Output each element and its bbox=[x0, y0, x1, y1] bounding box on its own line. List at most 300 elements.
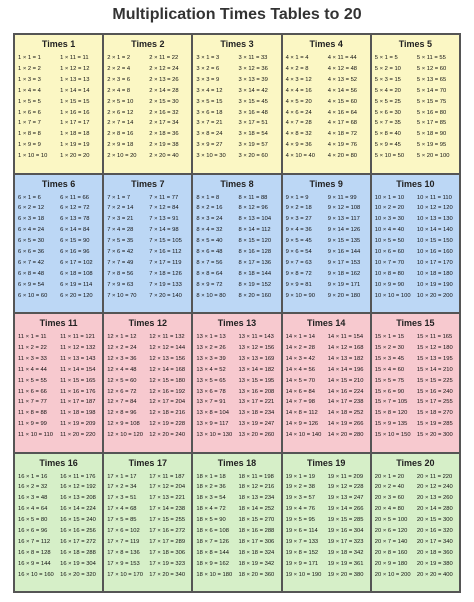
equation-line: 6 × 5 = 30 bbox=[18, 238, 45, 245]
equation-line: 2 × 15 = 30 bbox=[149, 98, 179, 105]
equation-line: 19 × 16 = 304 bbox=[327, 528, 364, 535]
table-title: Times 1 bbox=[41, 39, 76, 49]
equation-line: 15 × 19 = 285 bbox=[416, 421, 453, 428]
equation-line: 4 × 6 = 24 bbox=[285, 109, 312, 116]
equation-line: 14 × 12 = 168 bbox=[327, 344, 364, 351]
equation-line: 13 × 16 = 208 bbox=[238, 388, 275, 395]
equation-line: 8 × 17 = 136 bbox=[238, 259, 272, 266]
equation-line: 17 × 2 = 34 bbox=[107, 484, 137, 491]
equation-line: 17 × 4 = 68 bbox=[107, 506, 137, 513]
left-column bbox=[107, 193, 146, 302]
equation-line: 13 × 2 = 26 bbox=[196, 344, 226, 351]
table-title: Times 6 bbox=[41, 178, 76, 189]
equation-line: 13 × 10 = 130 bbox=[196, 432, 233, 439]
equation-line: 16 × 15 = 240 bbox=[60, 517, 96, 524]
table-title: Times 20 bbox=[396, 457, 435, 468]
equation-line: 3 × 18 = 54 bbox=[238, 131, 268, 138]
equation-line: 2 × 14 = 28 bbox=[149, 87, 179, 94]
equation-line: 10 × 8 = 80 bbox=[374, 270, 405, 277]
equation-line: 16 × 2 = 32 bbox=[18, 484, 48, 491]
left-column bbox=[107, 472, 146, 581]
equation-line: 16 × 9 = 144 bbox=[18, 560, 51, 567]
equation-line: 6 × 19 = 114 bbox=[60, 281, 93, 288]
times-table-14 bbox=[282, 313, 371, 453]
left-column bbox=[196, 472, 235, 581]
equation-line: 11 × 11 = 121 bbox=[60, 334, 96, 340]
equation-line: 3 × 8 = 24 bbox=[196, 131, 223, 138]
equation-line: 18 × 20 = 360 bbox=[238, 571, 275, 578]
page-title: Multiplication Times Tables to 20 bbox=[112, 6, 362, 23]
equation-line: 19 × 10 = 190 bbox=[285, 571, 322, 578]
equation-line: 18 × 18 = 324 bbox=[238, 549, 275, 556]
equation-line: 3 × 15 = 45 bbox=[238, 98, 268, 105]
equation-line: 19 × 2 = 38 bbox=[285, 484, 315, 491]
equation-line: 5 × 5 = 25 bbox=[374, 98, 401, 105]
right-column bbox=[149, 193, 188, 302]
equation-line: 8 × 6 = 48 bbox=[196, 249, 223, 256]
times-table-15 bbox=[371, 313, 460, 453]
equation-line: 17 × 17 = 289 bbox=[149, 538, 186, 545]
equation-line: 4 × 4 = 16 bbox=[285, 87, 312, 94]
right-column bbox=[60, 193, 99, 302]
equation-line: 7 × 16 = 112 bbox=[149, 249, 182, 256]
equation-line: 19 × 1 = 19 bbox=[285, 473, 315, 480]
equation-line: 15 × 17 = 255 bbox=[416, 399, 453, 406]
equation-line: 18 × 14 = 252 bbox=[238, 506, 275, 513]
equation-line: 20 × 6 = 120 bbox=[374, 528, 408, 535]
equation-line: 11 × 5 = 55 bbox=[18, 377, 47, 384]
equation-line: 19 × 7 = 133 bbox=[285, 538, 319, 545]
equation-line: 9 × 6 = 54 bbox=[285, 249, 312, 256]
equation-line: 1 × 6 = 6 bbox=[18, 109, 41, 116]
equation-line: 14 × 20 = 280 bbox=[327, 432, 364, 439]
equation-line: 15 × 15 = 225 bbox=[416, 377, 453, 384]
equation-line: 19 × 15 = 285 bbox=[327, 517, 364, 524]
equation-line: 3 × 17 = 51 bbox=[238, 120, 268, 127]
left-column bbox=[18, 193, 57, 302]
equation-line: 10 × 7 = 70 bbox=[374, 259, 405, 266]
equation-line: 6 × 20 = 120 bbox=[60, 292, 93, 299]
equation-line: 4 × 17 = 68 bbox=[327, 120, 358, 127]
right-column bbox=[328, 53, 367, 162]
equation-line: 10 × 12 = 120 bbox=[416, 205, 453, 212]
equation-line: 10 × 2 = 20 bbox=[374, 205, 405, 212]
equation-line: 1 × 16 = 16 bbox=[60, 109, 90, 116]
equation-line: 18 × 2 = 36 bbox=[196, 484, 226, 491]
equation-line: 5 × 16 = 80 bbox=[416, 109, 447, 116]
equation-line: 19 × 4 = 76 bbox=[285, 506, 315, 513]
equation-line: 1 × 18 = 18 bbox=[60, 131, 90, 138]
equation-line: 3 × 19 = 57 bbox=[238, 142, 268, 149]
equation-line: 17 × 13 = 221 bbox=[149, 495, 186, 502]
equation-line: 7 × 3 = 21 bbox=[107, 216, 134, 223]
times-table-10 bbox=[371, 174, 460, 314]
times-table-9 bbox=[282, 174, 371, 314]
equation-line: 3 × 11 = 33 bbox=[238, 55, 268, 61]
equation-line: 19 × 12 = 228 bbox=[327, 484, 364, 491]
left-column bbox=[18, 472, 57, 581]
equation-line: 10 × 6 = 60 bbox=[374, 249, 405, 256]
equation-line: 4 × 20 = 80 bbox=[327, 153, 358, 160]
equation-line: 13 × 11 = 143 bbox=[238, 334, 274, 340]
right-column bbox=[328, 332, 367, 441]
times-table-20 bbox=[371, 453, 460, 593]
equation-line: 9 × 16 = 144 bbox=[327, 249, 361, 256]
equation-line: 14 × 11 = 154 bbox=[327, 334, 364, 340]
equation-line: 2 × 6 = 12 bbox=[107, 109, 134, 116]
equation-line: 18 × 1 = 18 bbox=[196, 473, 226, 480]
equation-line: 8 × 9 = 72 bbox=[196, 281, 223, 288]
equation-line: 13 × 20 = 260 bbox=[238, 432, 275, 439]
equation-line: 19 × 18 = 342 bbox=[327, 549, 364, 556]
equation-line: 4 × 3 = 12 bbox=[285, 76, 312, 83]
equation-line: 1 × 19 = 19 bbox=[60, 142, 90, 149]
equation-line: 12 × 2 = 24 bbox=[107, 344, 137, 351]
table-title: Times 11 bbox=[39, 318, 78, 328]
equation-line: 17 × 1 = 17 bbox=[107, 473, 137, 480]
equation-line: 9 × 12 = 108 bbox=[327, 205, 361, 212]
equation-line: 14 × 10 = 140 bbox=[285, 432, 322, 439]
equation-line: 6 × 16 = 96 bbox=[60, 249, 90, 256]
left-column bbox=[375, 472, 414, 581]
right-column bbox=[328, 472, 367, 581]
equation-line: 17 × 20 = 340 bbox=[149, 571, 186, 578]
equation-line: 20 × 19 = 380 bbox=[416, 560, 453, 567]
equation-line: 10 × 1 = 10 bbox=[374, 194, 405, 201]
table-title: Times 13 bbox=[217, 318, 257, 328]
equation-line: 12 × 13 = 156 bbox=[149, 355, 186, 362]
equation-line: 7 × 18 = 126 bbox=[149, 270, 182, 277]
equation-line: 16 × 17 = 272 bbox=[60, 538, 96, 545]
equation-line: 11 × 8 = 88 bbox=[18, 410, 47, 417]
equation-line: 16 × 5 = 80 bbox=[18, 517, 48, 524]
equation-line: 4 × 9 = 36 bbox=[285, 142, 312, 149]
equation-line: 5 × 18 = 90 bbox=[416, 131, 447, 138]
equation-line: 6 × 12 = 72 bbox=[60, 205, 90, 212]
equation-line: 5 × 1 = 5 bbox=[374, 55, 398, 61]
equation-line: 17 × 18 = 306 bbox=[149, 549, 186, 556]
equation-line: 6 × 4 = 24 bbox=[18, 227, 45, 234]
equation-line: 9 × 17 = 153 bbox=[327, 259, 361, 266]
equation-line: 8 × 5 = 40 bbox=[196, 238, 223, 245]
equation-line: 16 × 13 = 208 bbox=[60, 495, 96, 502]
equation-line: 4 × 15 = 60 bbox=[327, 98, 358, 105]
equation-line: 10 × 20 = 200 bbox=[416, 292, 453, 299]
equation-line: 1 × 1 = 1 bbox=[18, 55, 41, 61]
equation-line: 16 × 3 = 48 bbox=[18, 495, 48, 502]
equation-line: 3 × 2 = 6 bbox=[196, 65, 220, 72]
equation-line: 15 × 11 = 165 bbox=[416, 334, 453, 340]
equation-line: 20 × 5 = 100 bbox=[374, 517, 408, 524]
right-column bbox=[417, 332, 456, 441]
equation-line: 9 × 19 = 171 bbox=[327, 281, 361, 288]
equation-line: 9 × 9 = 81 bbox=[285, 281, 312, 288]
equation-line: 19 × 5 = 95 bbox=[285, 517, 315, 524]
times-table-7 bbox=[103, 174, 192, 314]
equation-line: 9 × 15 = 135 bbox=[327, 238, 361, 245]
equation-line: 8 × 11 = 88 bbox=[238, 194, 268, 201]
times-table-5 bbox=[371, 34, 460, 174]
equation-line: 2 × 8 = 16 bbox=[107, 131, 134, 138]
equation-line: 11 × 18 = 198 bbox=[60, 410, 96, 417]
equation-line: 15 × 18 = 270 bbox=[416, 410, 453, 417]
equation-line: 1 × 15 = 15 bbox=[60, 98, 90, 105]
equation-line: 12 × 4 = 48 bbox=[107, 366, 137, 373]
equation-line: 4 × 18 = 72 bbox=[327, 131, 358, 138]
right-column bbox=[417, 193, 456, 302]
equation-line: 17 × 11 = 187 bbox=[149, 473, 185, 480]
equation-line: 8 × 18 = 144 bbox=[238, 270, 272, 277]
equation-line: 5 × 17 = 85 bbox=[416, 120, 447, 127]
equation-line: 17 × 3 = 51 bbox=[107, 495, 137, 502]
equation-line: 8 × 16 = 128 bbox=[238, 249, 272, 256]
times-table-8 bbox=[192, 174, 281, 314]
equation-line: 4 × 8 = 32 bbox=[285, 131, 312, 138]
equation-line: 9 × 14 = 126 bbox=[327, 227, 361, 234]
left-column bbox=[286, 332, 325, 441]
equation-line: 20 × 3 = 60 bbox=[374, 495, 405, 502]
equation-line: 12 × 20 = 240 bbox=[149, 432, 186, 439]
equation-line: 20 × 9 = 180 bbox=[374, 560, 408, 567]
equation-line: 9 × 1 = 9 bbox=[285, 194, 309, 201]
equation-line: 19 × 19 = 361 bbox=[327, 560, 364, 567]
equation-line: 19 × 13 = 247 bbox=[327, 495, 364, 502]
equation-line: 11 × 19 = 209 bbox=[60, 421, 96, 428]
equation-line: 20 × 14 = 280 bbox=[416, 506, 453, 513]
equation-line: 16 × 20 = 320 bbox=[60, 571, 96, 578]
equation-line: 16 × 16 = 256 bbox=[60, 528, 96, 535]
equation-line: 19 × 8 = 152 bbox=[285, 549, 319, 556]
equation-line: 18 × 4 = 72 bbox=[196, 506, 226, 513]
equation-line: 4 × 14 = 56 bbox=[327, 87, 358, 94]
equation-line: 15 × 2 = 30 bbox=[374, 344, 405, 351]
equation-line: 18 × 15 = 270 bbox=[238, 517, 275, 524]
times-table-4 bbox=[282, 34, 371, 174]
equation-line: 16 × 18 = 288 bbox=[60, 549, 96, 556]
equation-line: 11 × 13 = 143 bbox=[60, 355, 96, 362]
left-column bbox=[286, 193, 325, 302]
equation-line: 7 × 6 = 42 bbox=[107, 249, 134, 256]
equation-line: 9 × 20 = 180 bbox=[327, 292, 361, 299]
table-title: Times 10 bbox=[396, 178, 435, 189]
times-table-2 bbox=[103, 34, 192, 174]
equation-line: 13 × 15 = 195 bbox=[238, 377, 275, 384]
equation-line: 3 × 13 = 39 bbox=[238, 76, 268, 83]
times-table-12 bbox=[103, 313, 192, 453]
right-column bbox=[60, 53, 99, 162]
equation-line: 6 × 6 = 36 bbox=[18, 249, 45, 256]
equation-line: 3 × 16 = 48 bbox=[238, 109, 268, 116]
equation-line: 10 × 19 = 190 bbox=[416, 281, 453, 288]
equation-line: 12 × 10 = 120 bbox=[107, 432, 143, 439]
equation-line: 14 × 19 = 266 bbox=[327, 421, 364, 428]
equation-line: 19 × 9 = 171 bbox=[285, 560, 319, 567]
equation-line: 12 × 8 = 96 bbox=[107, 410, 137, 417]
equation-line: 15 × 7 = 105 bbox=[374, 399, 408, 406]
equation-line: 11 × 1 = 11 bbox=[18, 334, 47, 340]
equation-line: 14 × 9 = 126 bbox=[285, 421, 319, 428]
equation-line: 10 × 9 = 90 bbox=[374, 281, 405, 288]
equation-line: 1 × 14 = 14 bbox=[60, 87, 90, 94]
equation-line: 2 × 5 = 10 bbox=[107, 98, 134, 105]
equation-line: 18 × 11 = 198 bbox=[238, 473, 274, 480]
equation-line: 1 × 4 = 4 bbox=[18, 87, 41, 94]
equation-line: 11 × 6 = 66 bbox=[18, 388, 47, 395]
equation-line: 10 × 4 = 40 bbox=[374, 227, 405, 234]
equation-line: 6 × 1 = 6 bbox=[18, 194, 41, 201]
equation-line: 4 × 13 = 52 bbox=[327, 76, 358, 83]
equation-line: 4 × 19 = 76 bbox=[327, 142, 358, 149]
equation-line: 11 × 4 = 44 bbox=[18, 366, 47, 373]
equation-line: 16 × 14 = 224 bbox=[60, 506, 96, 513]
equation-line: 3 × 6 = 18 bbox=[196, 109, 223, 116]
equation-line: 3 × 9 = 27 bbox=[196, 142, 223, 149]
equation-line: 11 × 14 = 154 bbox=[60, 366, 96, 373]
times-table-13 bbox=[192, 313, 281, 453]
equation-line: 15 × 9 = 135 bbox=[374, 421, 408, 428]
equation-line: 6 × 8 = 48 bbox=[18, 270, 45, 277]
equation-line: 6 × 2 = 12 bbox=[18, 205, 45, 212]
equation-line: 19 × 3 = 57 bbox=[285, 495, 315, 502]
equation-line: 14 × 6 = 84 bbox=[285, 388, 315, 395]
equation-line: 14 × 8 = 112 bbox=[285, 410, 318, 417]
right-column bbox=[328, 193, 367, 302]
equation-line: 16 × 8 = 128 bbox=[18, 549, 51, 556]
equation-line: 18 × 17 = 306 bbox=[238, 538, 275, 545]
left-column bbox=[196, 53, 235, 162]
equation-line: 15 × 16 = 240 bbox=[416, 388, 453, 395]
equation-line: 6 × 13 = 78 bbox=[60, 216, 90, 223]
left-column bbox=[196, 193, 235, 302]
equation-line: 11 × 7 = 77 bbox=[18, 399, 47, 406]
equation-line: 18 × 6 = 108 bbox=[196, 528, 229, 535]
equation-line: 6 × 9 = 54 bbox=[18, 281, 45, 288]
left-column bbox=[107, 53, 146, 162]
equation-line: 5 × 9 = 45 bbox=[374, 142, 401, 149]
equation-line: 4 × 11 = 44 bbox=[327, 55, 357, 61]
equation-line: 2 × 10 = 20 bbox=[107, 153, 137, 160]
left-column bbox=[286, 472, 325, 581]
equation-line: 17 × 6 = 102 bbox=[107, 528, 140, 535]
equation-line: 19 × 17 = 323 bbox=[327, 538, 364, 545]
equation-line: 12 × 6 = 72 bbox=[107, 388, 137, 395]
table-title: Times 19 bbox=[307, 457, 346, 468]
equation-line: 17 × 12 = 204 bbox=[149, 484, 186, 491]
equation-line: 9 × 5 = 45 bbox=[285, 238, 312, 245]
equation-line: 3 × 1 = 3 bbox=[196, 55, 220, 61]
equation-line: 1 × 20 = 20 bbox=[60, 153, 90, 160]
times-table-17 bbox=[103, 453, 192, 593]
left-column bbox=[286, 53, 325, 162]
table-title: Times 7 bbox=[131, 178, 165, 189]
equation-line: 10 × 5 = 50 bbox=[374, 238, 405, 245]
equation-line: 2 × 4 = 8 bbox=[107, 87, 131, 94]
left-column bbox=[196, 332, 235, 441]
equation-line: 20 × 12 = 240 bbox=[416, 484, 453, 491]
equation-line: 12 × 7 = 84 bbox=[107, 399, 137, 406]
equation-line: 3 × 10 = 30 bbox=[196, 153, 226, 160]
equation-line: 8 × 10 = 80 bbox=[196, 292, 226, 299]
equation-line: 6 × 14 = 84 bbox=[60, 227, 90, 234]
equation-line: 18 × 9 = 162 bbox=[196, 560, 229, 567]
equation-line: 11 × 17 = 187 bbox=[60, 399, 96, 406]
equation-line: 2 × 9 = 18 bbox=[107, 142, 134, 149]
equation-line: 17 × 5 = 85 bbox=[107, 517, 137, 524]
equation-line: 10 × 11 = 110 bbox=[416, 194, 452, 201]
equation-line: 7 × 11 = 77 bbox=[149, 194, 179, 201]
equation-line: 15 × 14 = 210 bbox=[416, 366, 453, 373]
equation-line: 4 × 12 = 48 bbox=[327, 65, 358, 72]
equation-line: 14 × 16 = 224 bbox=[327, 388, 364, 395]
equation-line: 19 × 11 = 209 bbox=[327, 473, 364, 480]
equation-line: 4 × 10 = 40 bbox=[285, 153, 315, 160]
equation-line: 8 × 14 = 112 bbox=[238, 227, 271, 234]
equation-line: 5 × 20 = 100 bbox=[416, 153, 450, 160]
equation-line: 3 × 14 = 42 bbox=[238, 87, 268, 94]
equation-line: 11 × 9 = 99 bbox=[18, 421, 47, 428]
equation-line: 8 × 1 = 8 bbox=[196, 194, 220, 201]
equation-line: 18 × 16 = 288 bbox=[238, 528, 275, 535]
equation-line: 2 × 18 = 36 bbox=[149, 131, 179, 138]
equation-line: 7 × 19 = 133 bbox=[149, 281, 182, 288]
equation-line: 15 × 6 = 90 bbox=[374, 388, 405, 395]
equation-line: 8 × 20 = 160 bbox=[238, 292, 272, 299]
equation-line: 10 × 13 = 130 bbox=[416, 216, 453, 223]
equation-line: 16 × 11 = 176 bbox=[60, 473, 96, 480]
equation-line: 7 × 4 = 28 bbox=[107, 227, 134, 234]
equation-line: 14 × 3 = 42 bbox=[285, 355, 315, 362]
left-column bbox=[107, 332, 146, 441]
times-table-1 bbox=[14, 34, 103, 174]
equation-line: 12 × 18 = 216 bbox=[149, 410, 186, 417]
equation-line: 16 × 1 = 16 bbox=[18, 473, 48, 480]
equation-line: 16 × 19 = 304 bbox=[60, 560, 96, 567]
table-title: Times 14 bbox=[307, 318, 346, 328]
equation-line: 12 × 5 = 60 bbox=[107, 377, 137, 384]
equation-line: 8 × 4 = 32 bbox=[196, 227, 223, 234]
equation-line: 8 × 15 = 120 bbox=[238, 238, 272, 245]
table-title: Times 17 bbox=[128, 457, 167, 468]
right-column bbox=[239, 472, 278, 581]
table-title: Times 15 bbox=[396, 318, 435, 328]
equation-line: 16 × 6 = 96 bbox=[18, 528, 48, 535]
equation-line: 15 × 8 = 120 bbox=[374, 410, 408, 417]
times-table-3 bbox=[192, 34, 281, 174]
equation-line: 3 × 5 = 15 bbox=[196, 98, 223, 105]
table-title: Times 9 bbox=[309, 178, 343, 189]
equation-line: 14 × 7 = 98 bbox=[285, 399, 315, 406]
equation-line: 16 × 10 = 160 bbox=[18, 571, 54, 578]
equation-line: 5 × 10 = 50 bbox=[374, 153, 405, 160]
times-tables-grid bbox=[13, 33, 461, 593]
equation-line: 2 × 11 = 22 bbox=[149, 55, 179, 61]
equation-line: 20 × 7 = 140 bbox=[374, 538, 408, 545]
equation-line: 7 × 2 = 14 bbox=[107, 205, 134, 212]
equation-line: 5 × 13 = 65 bbox=[416, 76, 447, 83]
equation-line: 12 × 15 = 180 bbox=[149, 377, 186, 384]
equation-line: 12 × 11 = 132 bbox=[149, 334, 185, 340]
equation-line: 5 × 14 = 70 bbox=[416, 87, 447, 94]
equation-line: 6 × 7 = 42 bbox=[18, 259, 45, 266]
left-column bbox=[375, 193, 414, 302]
equation-line: 6 × 3 = 18 bbox=[18, 216, 45, 223]
equation-line: 1 × 9 = 9 bbox=[18, 142, 41, 149]
left-column bbox=[18, 332, 57, 441]
equation-line: 10 × 3 = 30 bbox=[374, 216, 405, 223]
equation-line: 1 × 11 = 11 bbox=[60, 55, 89, 61]
equation-line: 5 × 8 = 40 bbox=[374, 131, 401, 138]
right-column bbox=[149, 332, 188, 441]
